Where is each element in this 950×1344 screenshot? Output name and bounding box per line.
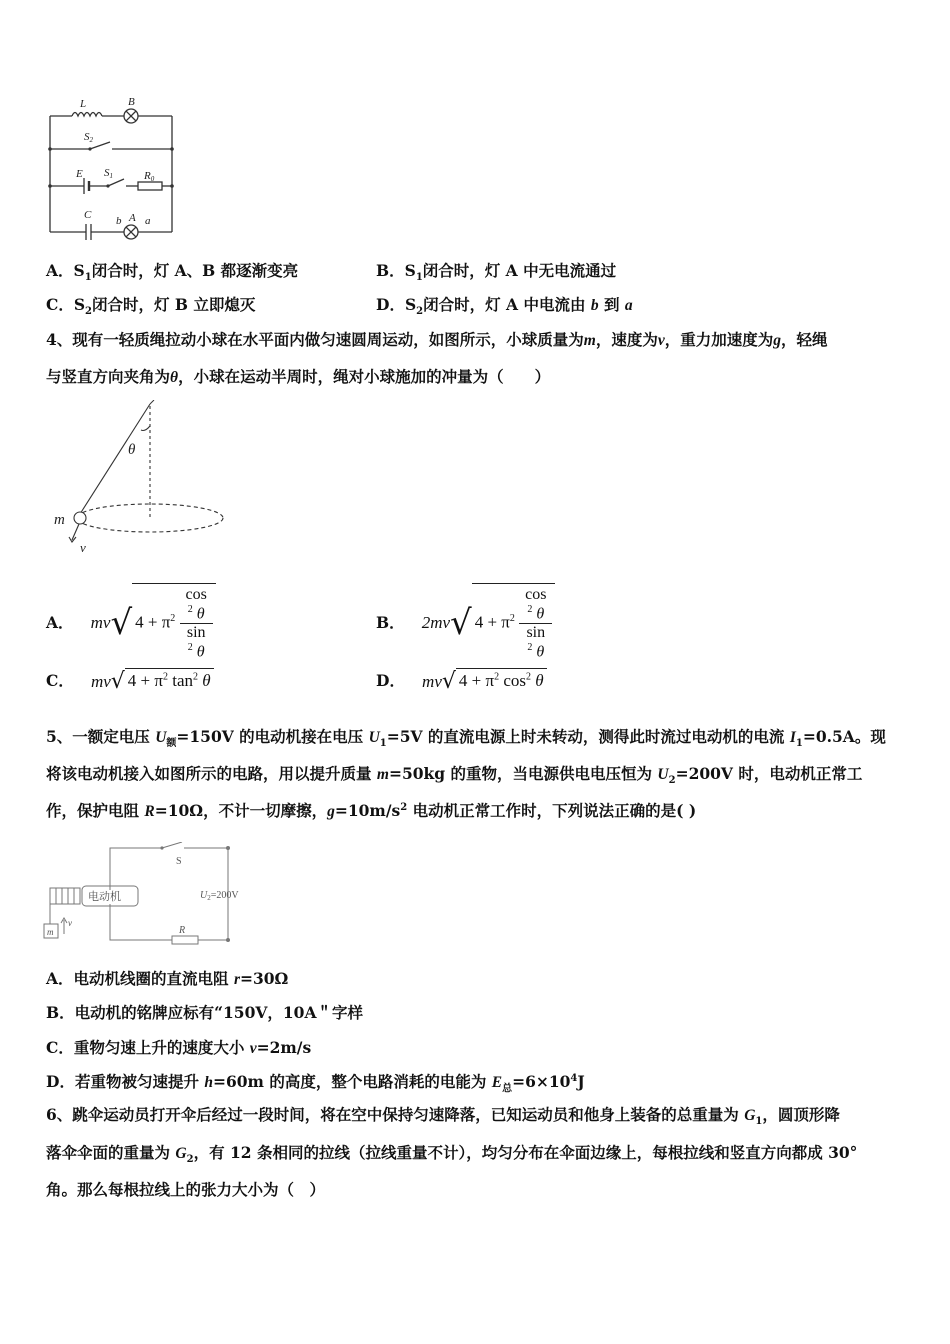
voltage-label: $U_2=200V$ [200,890,239,902]
q4-option-a: A． mv√ $4 + \pi^2$ cos $^2$ θ sin $^2$ θ [46,583,216,662]
label-R0: R0 [144,170,155,183]
label-C: C [84,209,92,221]
q6-stem-line2: 落伞伞面的重量为 $G_2$，有 12 条相同的拉线（拉线重量不计），均匀分布在伞面边缘上，每根拉线和竖直方向都成 30° [46,1143,858,1166]
q5-stem-line1: 5、一额定电压 $U_额=150V$ 的电动机接在电压 $U_1=5V$ 的直流电源上时未转动，测得此时流过电动机的电流 $I_1=0.5A$。现 [46,727,886,750]
q5-stem-line3: 作，保护电阻 R=10Ω，不计一切摩擦，$g=10m/s^2$ 电动机正常工作时，下列说法正确的是( ) [46,801,697,821]
label-a: a [145,215,151,227]
q5-option-c: C．重物匀速上升的速度大小 v=2m/s [46,1038,312,1057]
q3-option-b: B．$S_1$闭合时，灯 A 中无电流通过 [376,261,617,284]
q6-stem-line1: 6、跳伞运动员打开伞后经过一段时间，将在空中保持匀速降落，已知运动员和他身上装备的总重量为 $G_1$，圆顶形降 [46,1105,840,1128]
label-B: B [128,96,135,108]
velocity-label: v [80,540,86,555]
q3-option-d: D．$S_2$闭合时，灯 A 中电流由 b 到 a [376,295,633,318]
velocity-label-q5: v [68,918,72,928]
q4-option-b: B． 2mv√ $4 + \pi^2$ cos $^2$ θ sin $^2$ θ [376,583,555,662]
weight-label: m [47,927,54,937]
q5-option-d: D．若重物被匀速提升 h=60m 的高度，整个电路消耗的电能为 $E_总=6\times 10^4J$ [46,1072,585,1095]
q5-option-a: A．电动机线圈的直流电阻 r=30Ω [46,969,289,988]
q4-stem-line2: 与竖直方向夹角为θ，小球在运动半周时，绳对小球施加的冲量为（ ） [46,367,551,386]
mass-label: m [54,512,65,528]
q4-option-c: C． mv√ $4 + \pi^2$ $\tan^2 \theta$ [46,668,214,694]
motor-label: 电动机 [88,890,121,903]
q4-option-d: D． mv√ $4 + \pi^2$ $\cos^2 \theta$ [376,668,547,694]
resistor-label: R [179,925,186,936]
label-L: L [80,98,87,110]
q3-option-a: A．$S_1$闭合时，灯 A、B 都逐渐变亮 [46,261,299,284]
label-A: A [129,212,136,224]
label-b: b [116,215,122,227]
motor-circuit-figure [42,842,257,948]
circuit-diagram-q3 [40,92,190,244]
q4-stem-line1: 4、现有一轻质绳拉动小球在水平面内做匀速圆周运动，如图所示，小球质量为m，速度为v，重力加速度为g，轻绳 [46,330,828,349]
label-E: E [76,168,83,180]
q3-option-c: C．$S_2$闭合时，灯 B 立即熄灭 [46,295,256,318]
label-S2: S2 [84,131,93,144]
q6-stem-line3: 角。那么每根拉线上的张力大小为（ ） [46,1180,326,1199]
q5-stem-line2: 将该电动机接入如图所示的电路，用以提升质量 m=50kg 的重物，当电源供电电压恒为 $U_2=200V$ 时，电动机正常工 [46,764,863,787]
switch-label: S [176,856,182,867]
theta-label: θ [128,442,136,458]
label-S1: S1 [104,167,113,180]
conical-pendulum-figure [50,400,235,558]
q5-option-b: B．电动机的铭牌应标有“150V，10A＂字样 [46,1003,363,1022]
